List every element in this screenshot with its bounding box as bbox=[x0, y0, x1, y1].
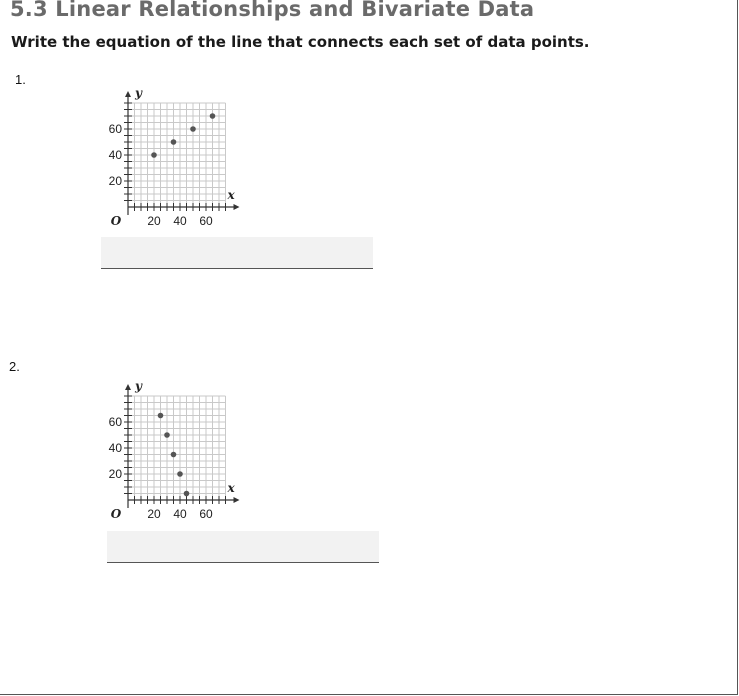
grid bbox=[128, 103, 226, 207]
origin-label: O bbox=[110, 507, 122, 521]
x-tick-label: 40 bbox=[173, 507, 187, 521]
x-tick-label: 20 bbox=[147, 507, 161, 521]
y-axis-label: y bbox=[135, 87, 142, 100]
y-tick-label: 60 bbox=[108, 415, 122, 429]
data-point bbox=[177, 471, 183, 477]
data-point bbox=[171, 139, 177, 145]
data-point bbox=[184, 491, 190, 497]
page-title: 5.3 Linear Relationships and Bivariate Data bbox=[10, 0, 535, 21]
problem-1-graph bbox=[98, 87, 258, 237]
data-point bbox=[171, 452, 177, 458]
x-axis-label: x bbox=[227, 188, 235, 202]
y-tick-label: 20 bbox=[108, 467, 122, 481]
y-tick-label: 40 bbox=[108, 441, 122, 455]
instruction-text: Write the equation of the line that connects each set of data points. bbox=[11, 33, 590, 51]
problem-2-number: 2. bbox=[9, 359, 20, 374]
data-point bbox=[158, 413, 164, 419]
data-point bbox=[151, 152, 157, 158]
problem-2-graph bbox=[98, 380, 258, 530]
problem-1-number: 1. bbox=[15, 72, 26, 87]
data-point bbox=[164, 432, 170, 438]
y-axis-label: y bbox=[135, 380, 142, 393]
problem-2-graph-svg bbox=[98, 380, 258, 530]
y-tick-label: 40 bbox=[108, 148, 122, 162]
x-tick-label: 60 bbox=[199, 214, 213, 228]
y-axis-arrow bbox=[125, 91, 131, 97]
grid bbox=[128, 396, 226, 500]
x-tick-label: 20 bbox=[147, 214, 161, 228]
x-axis-arrow bbox=[234, 204, 240, 210]
data-point bbox=[210, 113, 216, 119]
problem-1-answer-input[interactable] bbox=[101, 237, 373, 269]
y-tick-label: 60 bbox=[108, 122, 122, 136]
x-axis-arrow bbox=[234, 497, 240, 503]
x-tick-label: 60 bbox=[199, 507, 213, 521]
problem-2-answer-input[interactable] bbox=[107, 531, 379, 563]
y-tick-label: 20 bbox=[108, 174, 122, 188]
y-axis-arrow bbox=[125, 384, 131, 390]
problem-1-graph-svg bbox=[98, 87, 258, 237]
origin-label: O bbox=[110, 214, 122, 228]
x-tick-label: 40 bbox=[173, 214, 187, 228]
data-point bbox=[190, 126, 196, 132]
x-axis-label: x bbox=[227, 481, 235, 495]
